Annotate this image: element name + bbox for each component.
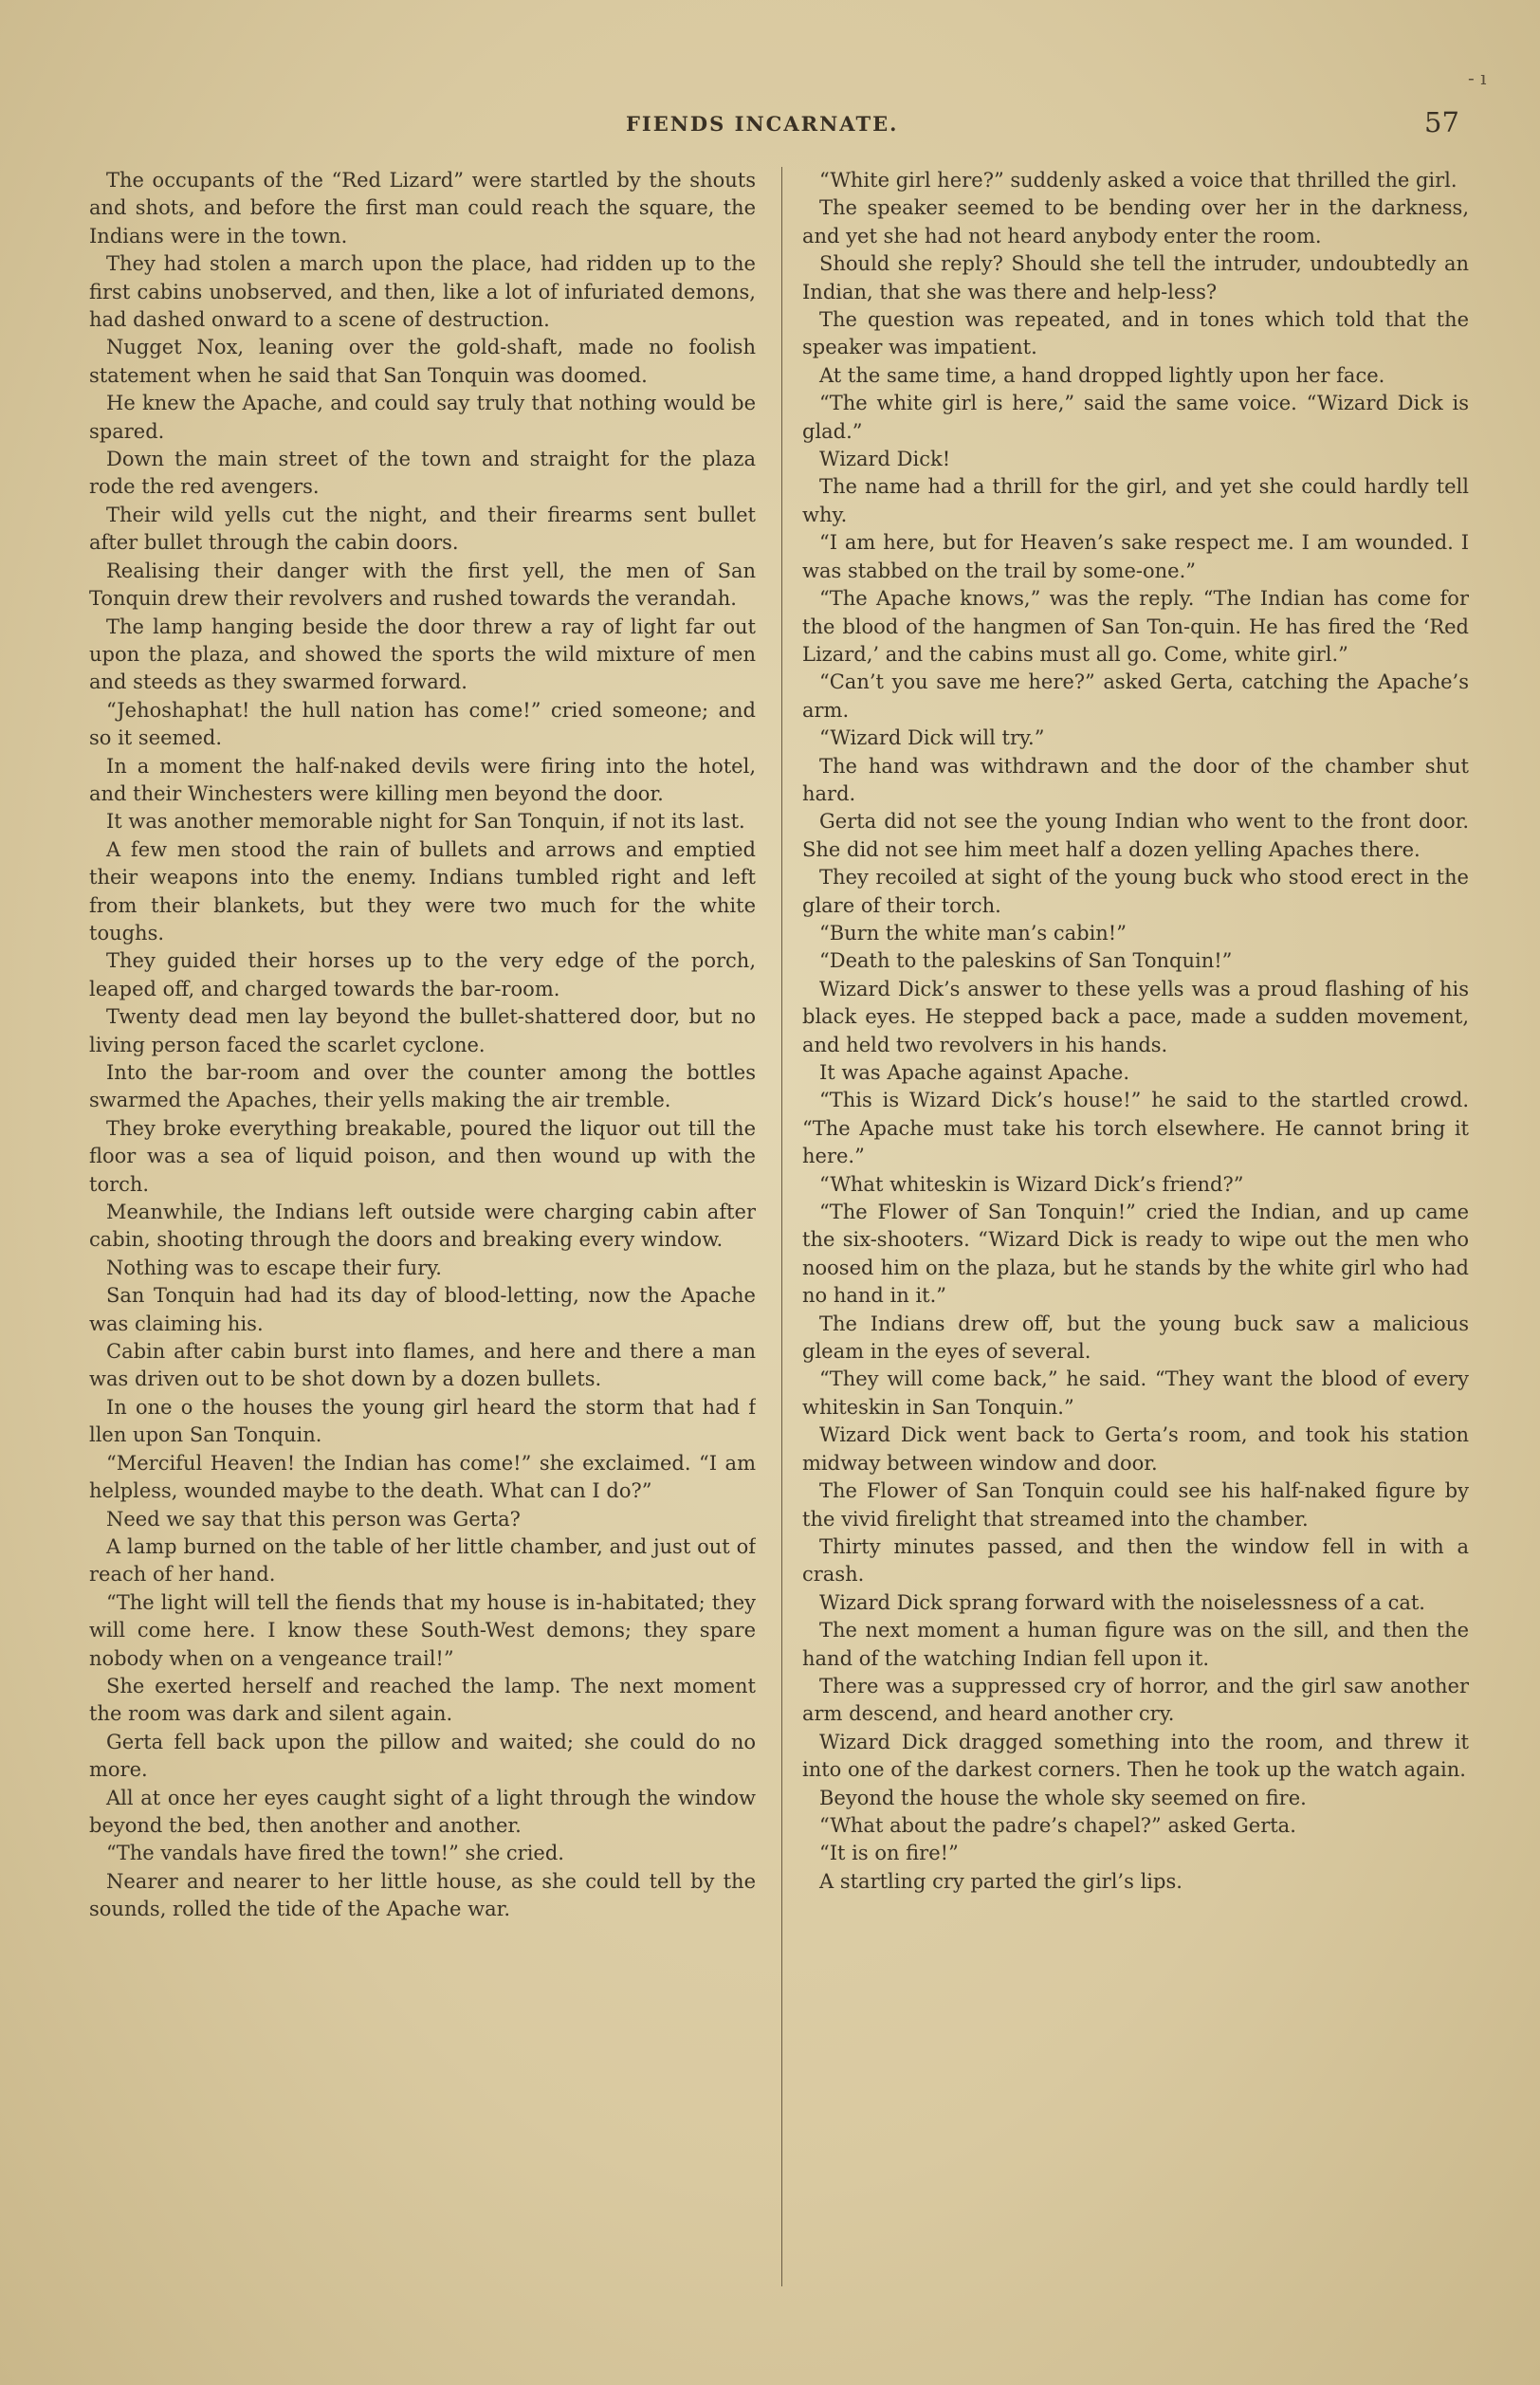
paragraph: “The Apache knows,” was the reply. “The Indian has come for the blood of the hangmen of San Ton-quin. He has fired the ‘Red Lizard,’ and the cabins must all go. Come, white girl.”: [802, 587, 1469, 666]
paragraph: They recoiled at sight of the young buck who stood erect in the glare of their torch.: [802, 866, 1469, 917]
paragraph: In one o the houses the young girl heard the storm that had f llen upon San Tonquin.: [89, 1395, 756, 1447]
paragraph: Wizard Dick’s answer to these yells was a proud flashing of his black eyes. He stepped back a pace, made a sudden movement, and held two revolvers in his hands.: [802, 977, 1469, 1056]
paragraph: Cabin after cabin burst into flames, and here and there a man was driven out to be shot down by a dozen bullets.: [89, 1340, 756, 1391]
paragraph: “The white girl is here,” said the same voice. “Wizard Dick is glad.”: [802, 392, 1469, 443]
paragraph: They had stolen a march upon the place, had ridden up to the first cabins unobserved, and then, like a lot of infuriated demons, had dashed onward to a scene of destruction.: [89, 252, 756, 332]
paragraph: “Jehoshaphat! the hull nation has come!” cried someone; and so it seemed.: [89, 698, 756, 750]
paragraph: Nothing was to escape their fury.: [106, 1256, 442, 1279]
paragraph: Realising their danger with the first yell, the men of San Tonquin drew their revolvers and rushed towards the verandah.: [89, 559, 756, 611]
page-number: 57: [1424, 106, 1459, 138]
paragraph: There was a suppressed cry of horror, and the girl saw another arm descend, and heard another cry.: [802, 1674, 1469, 1726]
paragraph: Twenty dead men lay beyond the bullet-shattered door, but no living person faced the scarlet cyclone.: [89, 1005, 756, 1056]
left-column: [89, 167, 756, 2291]
paragraph: In a moment the half-naked devils were firing into the hotel, and their Winchesters were killing men beyond the door.: [89, 754, 756, 805]
paragraph: The occupants of the “Red Lizard” were startled by the shouts and shots, and before the first man could reach the square, the Indians were in the town.: [89, 169, 756, 248]
column-divider: [781, 167, 782, 2286]
right-column: [802, 167, 1469, 2291]
paragraph: Beyond the house the whole sky seemed on fire.: [819, 1786, 1307, 1809]
paragraph: Should she reply? Should she tell the intruder, undoubtedly an Indian, that she was there and help-less?: [802, 252, 1469, 303]
paragraph: A lamp burned on the table of her little chamber, and just out of reach of her hand.: [89, 1534, 756, 1587]
paragraph: Nugget Nox, leaning over the gold-shaft, made no foolish statement when he said that San Tonquin was doomed.: [89, 336, 756, 387]
paragraph: “What whiteskin is Wizard Dick’s friend?”: [819, 1172, 1244, 1196]
paragraph: Their wild yells cut the night, and their firearms sent bullet after bullet through the cabin doors.: [89, 503, 756, 555]
paragraph: “This is Wizard Dick’s house!” he said to the startled crowd. “The Apache must take his torch elsewhere. He cannot bring it here.”: [802, 1089, 1469, 1168]
paragraph: “The Flower of San Tonquin!” cried the Indian, and up came the six-shooters. “Wizard Dick is ready to wipe out the men who noosed him on the plaza, but he stands by the white girl who had no hand in it.”: [802, 1201, 1469, 1308]
paragraph: “The light will tell the fiends that my house is in-habitated; they will come here. I know these South-West demons; they spare nobody when on a vengeance trail!”: [89, 1590, 756, 1670]
paragraph: The hand was withdrawn and the door of the chamber shut hard.: [802, 754, 1469, 805]
paragraph: It was another memorable night for San Tonquin, if not its last.: [106, 810, 745, 834]
paragraph: The name had a thrill for the girl, and yet she could hardly tell why.: [802, 475, 1469, 526]
paragraph: “White girl here?” suddenly asked a voice that thrilled the girl.: [819, 169, 1458, 192]
paragraph: The speaker seemed to be bending over her in the darkness, and yet she had not heard anybody enter the room.: [802, 196, 1469, 248]
paragraph: They guided their horses up to the very edge of the porch, leaped off, and charged towards the bar-room.: [89, 949, 756, 1000]
paragraph: “Wizard Dick will try.”: [819, 726, 1045, 750]
paragraph: Need we say that this person was Gerta?: [106, 1507, 521, 1531]
paragraph: Into the bar-room and over the counter among the bottles swarmed the Apaches, their yells making the air tremble.: [89, 1061, 756, 1112]
paragraph: Meanwhile, the Indians left outside were charging cabin after cabin, shooting through the doors and breaking every window.: [89, 1201, 756, 1252]
paragraph: “Merciful Heaven! the Indian has come!” she exclaimed. “I am helpless, wounded maybe to the death. What can I do?”: [89, 1451, 756, 1503]
paragraph: Down the main street of the town and straight for the plaza rode the red avengers.: [89, 448, 756, 499]
paragraph: He knew the Apache, and could say truly that nothing would be spared.: [89, 392, 756, 443]
paragraph: “The vandals have fired the town!” she cried.: [106, 1842, 564, 1865]
paragraph: “It is on fire!”: [819, 1842, 959, 1865]
paragraph: Gerta fell back upon the pillow and waited; she could do no more.: [89, 1730, 756, 1782]
running-title: FIENDS INCARNATE.: [626, 112, 899, 136]
paragraph: San Tonquin had had its day of blood-letting, now the Apache was claiming his.: [89, 1284, 756, 1335]
paragraph: Thirty minutes passed, and then the window fell in with a crash.: [802, 1534, 1469, 1587]
paragraph: All at once her eyes caught sight of a light through the window beyond the bed, then another and another.: [89, 1786, 756, 1837]
paragraph: Gerta did not see the young Indian who went to the front door. She did not see him meet half a dozen yelling Apaches there.: [802, 810, 1469, 861]
paragraph: The question was repeated, and in tones which told that the speaker was impatient.: [802, 308, 1469, 359]
paragraph: A startling cry parted the girl’s lips.: [819, 1869, 1182, 1893]
paragraph: “What about the padre’s chapel?” asked Gerta.: [819, 1813, 1296, 1837]
paragraph: Wizard Dick!: [819, 448, 951, 471]
paragraph: “Burn the white man’s cabin!”: [819, 921, 1127, 945]
paragraph: Wizard Dick sprang forward with the noiselessness of a cat.: [819, 1590, 1425, 1614]
paragraph: “Death to the paleskins of San Tonquin!”: [819, 949, 1233, 973]
paragraph: Nearer and nearer to her little house, as she could tell by the sounds, rolled the tide of the Apache war.: [89, 1869, 756, 1921]
paragraph: It was Apache against Apache.: [819, 1061, 1130, 1084]
paragraph: The lamp hanging beside the door threw a ray of light far out upon the plaza, and showed the sports the wild mixture of men and steeds as they swarmed forward.: [89, 615, 756, 694]
paragraph: “They will come back,” he said. “They want the blood of every whiteskin in San Tonquin.”: [802, 1367, 1469, 1419]
paragraph: “I am here, but for Heaven’s sake respect me. I am wounded. I was stabbed on the trail by some-one.”: [802, 531, 1469, 582]
paragraph: The next moment a human figure was on the sill, and then the hand of the watching Indian fell upon it.: [802, 1619, 1469, 1670]
paragraph: The Indians drew off, but the young buck saw a malicious gleam in the eyes of several.: [802, 1312, 1469, 1364]
paragraph: “Can’t you save me here?” asked Gerta, catching the Apache’s arm.: [802, 670, 1469, 722]
paragraph: She exerted herself and reached the lamp. The next moment the room was dark and silent again.: [89, 1674, 756, 1726]
paragraph: At the same time, a hand dropped lightly upon her face.: [819, 363, 1385, 387]
paragraph: The Flower of San Tonquin could see his half-naked figure by the vivid firelight that streamed into the chamber.: [802, 1479, 1469, 1531]
corner-mark: - ı: [1468, 66, 1487, 89]
paragraph: Wizard Dick went back to Gerta’s room, and took his station midway between window and door.: [802, 1423, 1469, 1475]
running-head: [0, 106, 1540, 140]
paragraph: Wizard Dick dragged something into the room, and threw it into one of the darkest corners. Then he took up the watch again.: [802, 1730, 1469, 1782]
paragraph: A few men stood the rain of bullets and arrows and emptied their weapons into the enemy. Indians tumbled right and left from their blankets, but they were two much for the white toughs.: [89, 837, 756, 945]
paragraph: They broke everything breakable, poured the liquor out till the floor was a sea of liquid poison, and then wound up with the torch.: [89, 1116, 756, 1196]
